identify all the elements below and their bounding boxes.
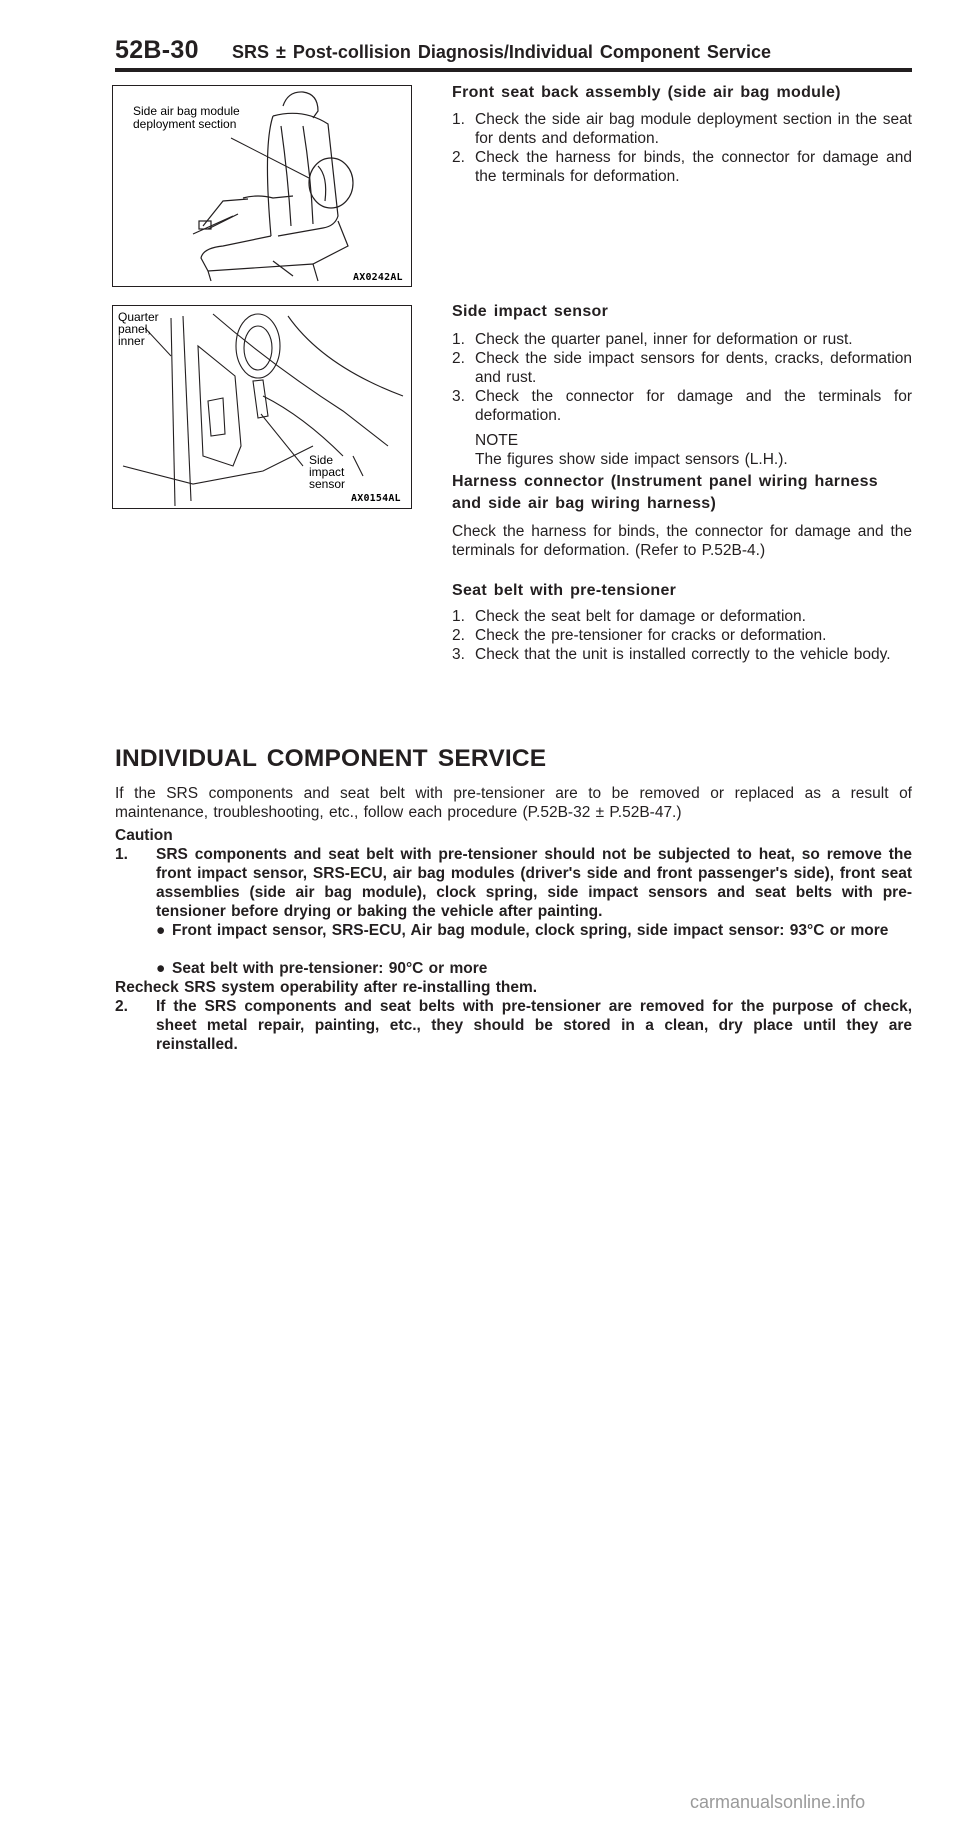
list-item: 1. Check the seat belt for damage or deformation. [452,608,806,625]
section-title-harness-2: and side air bag wiring harness) [452,495,717,512]
figure-sensor-label-sensor: sensor [309,477,346,491]
sensor-illustration [113,306,411,508]
list-item: 1. Check the quarter panel, inner for deformation or rust. [452,331,853,348]
figure-sensor [112,305,412,509]
list-item: 2. Check the side impact sensors for dents, cracks, deformation and rust. [452,350,912,386]
seat-illustration [113,86,411,286]
figure-sensor-label-panel: panel, [118,322,151,336]
caution-bullet-1: ● Front impact sensor, SRS-ECU, Air bag module, clock spring, side impact sensor: 93°C or more [156,922,889,939]
section-title-side-impact: Side impact sensor [452,303,609,320]
figure-seat-code: AX0242AL [353,272,403,283]
note-label: NOTE [475,432,519,449]
caution-label: Caution [115,827,173,844]
list-item: 3. Check that the unit is installed correctly to the vehicle body. [452,646,891,663]
watermark: carmanualsonline.info [690,1792,866,1812]
caution-bullet-2: ● Seat belt with pre-tensioner: 90°C or more [156,960,488,977]
section-title-front-seat: Front seat back assembly (side air bag module) [452,84,841,101]
page-title: SRS ± Post-collision Diagnosis/Individual Component Service [232,42,771,62]
header-rule [115,68,912,72]
list-item: 2. Check the pre-tensioner for cracks or deformation. [452,627,827,644]
caution-item-1: 1. SRS components and seat belt with pre-tensioner should not be subjected to heat, so remove the front impact sensor, SRS-ECU, air bag modules (driver's side and front passenger's side), front seat assemblies (side air bag module), clock spring, side impact sensors and seat belts with pre-tensioner before drying or baking the vehicle after painting. [115,846,912,920]
figure-seat-label-2: deployment section [133,117,237,131]
section-title-seat-belt: Seat belt with pre-tensioner [452,582,677,599]
recheck-text: Recheck SRS system operability after re-installing them. [115,979,538,996]
harness-text: Check the harness for binds, the connector for damage and the terminals for deformation. (Refer to P.52B-4.) [452,523,912,559]
page-code: 52B-30 [115,36,199,64]
figure-sensor-label-impact: impact [309,465,345,479]
list-item: 3. Check the connector for damage and the terminals for deformation. [452,388,912,424]
figure-sensor-label-side: Side [309,453,334,467]
list-item: 2. Check the harness for binds, the connector for damage and the terminals for deformation. [452,149,912,185]
individual-intro: If the SRS components and seat belt with pre-tensioner are to be removed or replaced as a result of maintenance, troubleshooting, etc., follow each procedure (P.52B-32 ± P.52B-47.) [115,785,912,821]
figure-sensor-label-inner: inner [118,334,145,348]
caution-item-2: 2. If the SRS components and seat belts with pre-tensioner are removed for the purpose of check, sheet metal repair, painting, etc., they should be stored in a clean, dry place until they are reinstalled. [115,998,912,1053]
figure-sensor-code: AX0154AL [351,493,401,504]
figure-sensor-label-quarter: Quarter [118,310,159,324]
section-heading-individual: INDIVIDUAL COMPONENT SERVICE [115,745,547,772]
section-title-harness-1: Harness connector (Instrument panel wiring harness [452,473,878,490]
list-item: 1. Check the side air bag module deployment section in the seat for dents and deformation. [452,111,912,147]
note-text: The figures show side impact sensors (L.H.). [475,451,788,468]
figure-seat [112,85,412,287]
figure-seat-label-1: Side air bag module [133,104,240,118]
